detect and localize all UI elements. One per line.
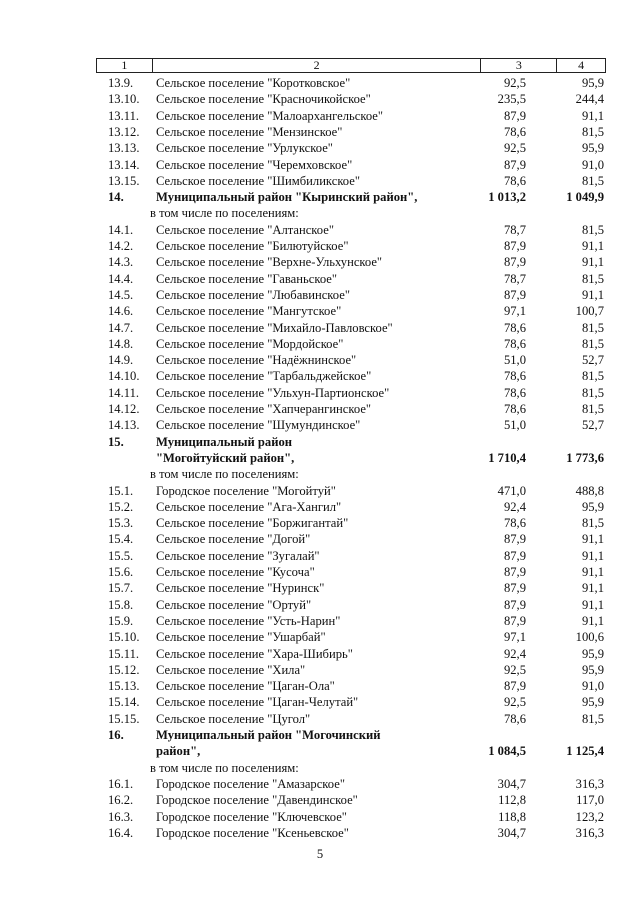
row-number: 14.2. [108, 239, 134, 253]
table-row [0, 254, 640, 270]
table-row [0, 189, 640, 205]
row-value-col4: 1 773,6 [566, 450, 604, 465]
row-value-col3: 1 710,4 [488, 450, 526, 465]
row-value-col4: 95,9 [581, 695, 604, 710]
row-name: Сельское поселение "Надёжнинское" [156, 353, 357, 368]
row-name: Сельское поселение "Малоархангельское" [156, 108, 384, 123]
table-row [0, 385, 640, 401]
row-name: Сельское поселение "Цаган-Челутай" [156, 695, 359, 710]
row-number: 16.2. [108, 793, 134, 808]
row-number: 16.4. [108, 825, 134, 840]
row-name: Сельское поселение "Ульхун-Партионское" [156, 385, 390, 400]
row-number: 15.15. [108, 711, 140, 726]
row-number: 14.5. [108, 287, 134, 302]
table-row [0, 91, 640, 107]
row-value-col4: 91,1 [581, 255, 604, 270]
row-value-col4: 81,5 [581, 173, 604, 188]
table-row [0, 760, 640, 776]
row-number: 14.9. [108, 353, 134, 368]
row-number: 14.8. [108, 336, 134, 351]
row-number: 14.7. [108, 320, 134, 335]
row-name: Сельское поселение "Ушарбай" [156, 630, 326, 645]
table-row [0, 368, 640, 384]
row-name: Сельское поселение "Цаган-Ола" [156, 679, 335, 694]
row-name: Сельское поселение "Красночикойское" [156, 92, 371, 107]
row-name: в том числе по поселениям: [150, 467, 299, 482]
table-row [0, 401, 640, 417]
row-name: Сельское поселение "Мангутское" [156, 304, 342, 319]
row-number: 14.12. [108, 402, 140, 416]
row-number: 13.14. [108, 157, 140, 172]
row-value-col4: 91,1 [581, 597, 604, 612]
table-row [0, 564, 640, 580]
row-name: Городское поселение "Амазарское" [156, 776, 345, 791]
row-value-col4: 91,0 [581, 157, 604, 172]
header-col-4: 4 [578, 58, 585, 72]
row-value-col3: 78,7 [503, 271, 526, 286]
row-name: Сельское поселение "Шумундинское" [156, 418, 361, 433]
row-number: 15.12. [108, 662, 140, 677]
row-value-col4: 95,9 [581, 646, 604, 661]
row-name: Сельское поселение "Михайло-Павловское" [156, 320, 393, 335]
row-number: 15.11. [108, 646, 140, 661]
table-row [0, 515, 640, 531]
row-value-col3: 92,5 [503, 141, 526, 156]
row-value-col3: 78,6 [503, 516, 526, 531]
table-row [0, 548, 640, 564]
row-value-col4: 81,5 [581, 124, 604, 139]
row-number: 15.8. [108, 597, 134, 612]
row-value-col3: 78,6 [503, 402, 526, 416]
row-number: 15.3. [108, 516, 134, 531]
row-name: Сельское поселение "Гаваньское" [156, 271, 338, 286]
row-value-col3: 1 013,2 [488, 190, 526, 205]
row-value-col3: 87,9 [503, 679, 526, 694]
table-row [0, 336, 640, 352]
row-name: в том числе по поселениям: [150, 206, 299, 221]
row-number: 14. [108, 190, 124, 205]
row-number: 16.1. [108, 776, 134, 791]
row-name: Городское поселение "Ксеньевское" [156, 825, 349, 840]
row-value-col4: 91,1 [581, 108, 604, 123]
table-row [0, 597, 640, 613]
table-row [0, 222, 640, 238]
row-number: 14.13. [108, 418, 140, 433]
row-value-col4: 95,9 [581, 662, 604, 677]
row-number: 13.15. [108, 173, 140, 188]
table-row [0, 499, 640, 515]
row-value-col3: 87,9 [503, 548, 526, 563]
table-row [0, 727, 640, 743]
row-value-col3: 471,0 [497, 483, 526, 498]
row-value-col3: 51,0 [503, 418, 526, 433]
row-value-col3: 97,1 [503, 630, 526, 645]
row-value-col3: 78,6 [503, 336, 526, 351]
row-value-col4: 91,1 [581, 613, 604, 628]
table-row [0, 417, 640, 433]
row-number: 13.12. [108, 124, 140, 139]
row-name: Муниципальный район "Могочинский [156, 728, 381, 742]
row-number: 13.10. [108, 92, 140, 107]
row-value-col4: 81,5 [581, 271, 604, 286]
row-name: Сельское поселение "Усть-Нарин" [156, 613, 341, 628]
row-value-col3: 92,5 [503, 76, 526, 90]
row-value-col3: 78,6 [503, 369, 526, 384]
page-number: 5 [316, 847, 324, 861]
row-name: Муниципальный район "Кыринский район", [156, 190, 418, 205]
row-number: 13.9. [108, 76, 134, 90]
row-name: Сельское поселение "Догой" [156, 532, 311, 547]
row-name: Муниципальный район [156, 434, 293, 449]
row-name: Городское поселение "Могойтуй" [156, 483, 336, 498]
row-value-col4: 95,9 [581, 141, 604, 156]
row-value-col4: 100,7 [575, 304, 604, 319]
table-row [0, 776, 640, 792]
table-row [0, 303, 640, 319]
table-row [0, 287, 640, 303]
row-value-col4: 488,8 [575, 483, 604, 498]
row-value-col4: 91,1 [581, 532, 604, 547]
row-number: 15. [108, 434, 124, 449]
row-name: Сельское поселение "Хапчерангинское" [156, 402, 372, 416]
row-name: Сельское поселение "Кусоча" [156, 565, 315, 579]
row-name: Городское поселение "Давендинское" [156, 793, 358, 808]
row-value-col3: 304,7 [497, 825, 526, 840]
row-number: 14.4. [108, 271, 134, 286]
row-value-col4: 123,2 [575, 809, 604, 824]
row-value-col4: 1 049,9 [566, 190, 604, 205]
row-value-col4: 81,5 [581, 711, 604, 726]
row-value-col3: 87,9 [503, 581, 526, 596]
row-value-col3: 87,9 [503, 565, 526, 579]
row-value-col3: 78,7 [503, 222, 526, 237]
table-row [0, 809, 640, 825]
table-row [0, 694, 640, 710]
table-row [0, 792, 640, 808]
row-value-col4: 244,4 [575, 92, 604, 107]
row-number: 14.3. [108, 255, 134, 270]
row-name: Сельское поселение "Ортуй" [156, 597, 312, 612]
row-value-col4: 81,5 [581, 222, 604, 237]
row-name: Сельское поселение "Мордойское" [156, 336, 344, 351]
row-value-col3: 87,9 [503, 255, 526, 270]
row-number: 15.5. [108, 548, 134, 563]
row-name: Сельское поселение "Хила" [156, 662, 306, 677]
row-name: Городское поселение "Ключевское" [156, 809, 347, 824]
row-number: 14.1. [108, 222, 134, 237]
row-number: 16. [108, 728, 124, 742]
row-number: 15.2. [108, 499, 134, 514]
row-value-col4: 52,7 [581, 418, 604, 433]
table-row [0, 108, 640, 124]
row-value-col4: 95,9 [581, 76, 604, 90]
row-name: Сельское поселение "Тарбальджейское" [156, 369, 372, 384]
row-number: 15.1. [108, 483, 134, 498]
row-value-col3: 235,5 [497, 92, 526, 107]
table-row [0, 646, 640, 662]
row-value-col3: 112,8 [498, 793, 526, 808]
row-value-col3: 92,4 [503, 499, 526, 514]
row-value-col4: 91,1 [581, 239, 604, 253]
row-name: в том числе по поселениям: [150, 760, 299, 775]
row-name: Сельское поселение "Ага-Хангил" [156, 499, 342, 514]
row-value-col4: 91,1 [581, 287, 604, 302]
row-value-col4: 316,3 [575, 776, 604, 791]
table-row [0, 352, 640, 368]
row-value-col3: 92,5 [503, 695, 526, 710]
row-value-col4: 91,1 [581, 581, 604, 596]
table-row [0, 678, 640, 694]
row-value-col4: 91,0 [581, 679, 604, 694]
row-value-col4: 81,5 [581, 516, 604, 531]
row-name: Сельское поселение "Верхне-Ульхунское" [156, 255, 383, 270]
row-value-col4: 95,9 [581, 499, 604, 514]
row-value-col3: 92,4 [503, 646, 526, 661]
row-name: Сельское поселение "Билютуйское" [156, 239, 349, 253]
row-number: 15.13. [108, 679, 140, 694]
row-value-col3: 304,7 [497, 776, 526, 791]
header-col-1: 1 [97, 59, 153, 72]
row-value-col3: 87,9 [503, 613, 526, 628]
row-number: 15.14. [108, 695, 140, 710]
row-number: 15.7. [108, 581, 134, 596]
header-col-2: 2 [153, 59, 482, 72]
row-value-col3: 78,6 [503, 124, 526, 139]
row-name: Сельское поселение "Цугол" [156, 711, 311, 726]
row-number: 15.4. [108, 532, 134, 547]
row-name: район", [156, 744, 201, 759]
table-row [0, 743, 640, 759]
table-row [0, 434, 640, 450]
row-name: "Могойтуйский район", [156, 450, 295, 465]
row-value-col3: 87,9 [503, 287, 526, 302]
table-row [0, 173, 640, 189]
table-row [0, 140, 640, 156]
row-number: 13.13. [108, 141, 140, 156]
row-value-col4: 81,5 [581, 336, 604, 351]
row-number: 14.6. [108, 304, 134, 319]
row-number: 15.9. [108, 613, 134, 628]
header-col-3: 3 [481, 59, 557, 72]
row-value-col4: 81,5 [581, 320, 604, 335]
table-header [96, 58, 606, 73]
table-row [0, 271, 640, 287]
row-number: 15.6. [108, 565, 134, 579]
table-row [0, 483, 640, 499]
table-row [0, 466, 640, 482]
row-value-col3: 87,9 [503, 532, 526, 547]
row-value-col3: 51,0 [503, 353, 526, 368]
row-name: Сельское поселение "Урлукское" [156, 141, 333, 156]
row-value-col4: 81,5 [581, 385, 604, 400]
row-number: 14.10. [108, 369, 140, 384]
row-value-col3: 87,9 [503, 157, 526, 172]
row-value-col3: 97,1 [503, 304, 526, 319]
table-row [0, 450, 640, 466]
row-name: Сельское поселение "Коротковское" [156, 76, 351, 90]
row-number: 14.11. [108, 385, 140, 400]
table-row [0, 662, 640, 678]
table-row [0, 157, 640, 173]
row-value-col3: 87,9 [503, 239, 526, 253]
row-value-col3: 78,6 [503, 173, 526, 188]
table-row [0, 613, 640, 629]
row-value-col4: 91,1 [581, 548, 604, 563]
row-name: Сельское поселение "Любавинское" [156, 287, 350, 302]
row-value-col4: 316,3 [575, 825, 604, 840]
table-row [0, 629, 640, 645]
table-row [0, 580, 640, 596]
row-name: Сельское поселение "Черемховское" [156, 157, 353, 172]
table-row [0, 711, 640, 727]
table-row [0, 75, 640, 91]
table-row [0, 531, 640, 547]
row-name: Сельское поселение "Боржигантай" [156, 516, 349, 531]
row-value-col3: 87,9 [503, 597, 526, 612]
row-value-col4: 1 125,4 [566, 744, 604, 759]
row-value-col3: 118,8 [498, 809, 526, 824]
row-value-col3: 1 084,5 [488, 744, 526, 759]
row-value-col4: 91,1 [581, 565, 604, 579]
row-name: Сельское поселение "Мензинское" [156, 124, 343, 139]
row-name: Сельское поселение "Хара-Шибирь" [156, 646, 353, 661]
row-number: 13.11. [108, 108, 140, 123]
row-number: 16.3. [108, 809, 134, 824]
table-row [0, 205, 640, 221]
row-number: 15.10. [108, 630, 140, 645]
row-name: Сельское поселение "Алтанское" [156, 222, 334, 237]
row-value-col3: 78,6 [503, 711, 526, 726]
row-value-col3: 92,5 [503, 662, 526, 677]
table-row [0, 825, 640, 841]
table-row [0, 238, 640, 254]
row-value-col3: 78,6 [503, 320, 526, 335]
row-value-col4: 52,7 [581, 353, 604, 368]
table-row [0, 320, 640, 336]
row-value-col4: 100,6 [575, 630, 604, 645]
table-row [0, 124, 640, 140]
row-name: Сельское поселение "Нуринск" [156, 581, 325, 596]
row-name: Сельское поселение "Зугалай" [156, 548, 320, 563]
row-name: Сельское поселение "Шимбиликское" [156, 173, 360, 188]
row-value-col3: 87,9 [503, 108, 526, 123]
row-value-col4: 117,0 [576, 793, 604, 808]
row-value-col4: 81,5 [581, 402, 604, 416]
row-value-col3: 78,6 [503, 385, 526, 400]
row-value-col4: 81,5 [581, 369, 604, 384]
